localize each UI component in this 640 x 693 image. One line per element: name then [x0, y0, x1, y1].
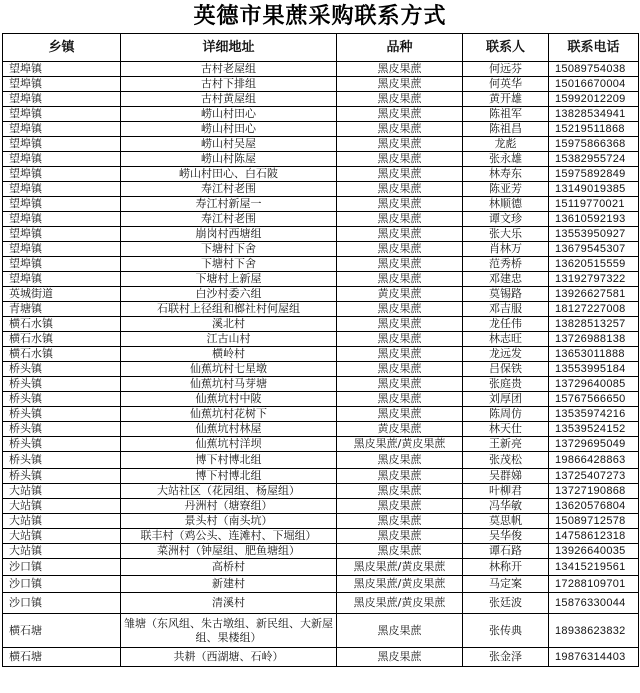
cell-address: 崂山村吴屋 [121, 137, 337, 152]
cell-phone: 14758612318 [549, 529, 639, 544]
cell-phone: 15382955724 [549, 152, 639, 167]
cell-address: 仙蕉坑村林屋 [121, 422, 337, 437]
cell-variety: 黑皮果蔗 [337, 122, 463, 137]
cell-address: 下塘村上新屋 [121, 272, 337, 287]
cell-town: 望埠镇 [3, 227, 121, 242]
cell-phone: 15089712578 [549, 514, 639, 529]
table-row [3, 152, 639, 167]
table-row [3, 377, 639, 392]
cell-variety: 黑皮果蔗 [337, 92, 463, 107]
cell-variety: 黑皮果蔗 [337, 317, 463, 332]
cell-variety: 黑皮果蔗 [337, 544, 463, 559]
cell-contact: 肖林万 [463, 242, 549, 257]
cell-contact: 陈亚芳 [463, 182, 549, 197]
cell-town: 横石水镇 [3, 347, 121, 362]
cell-phone: 13539524152 [549, 422, 639, 437]
cell-phone: 13828534941 [549, 107, 639, 122]
cell-address: 仙蕉坑村马芽塘 [121, 377, 337, 392]
cell-address: 下塘村下舍 [121, 242, 337, 257]
cell-address: 清溪村 [121, 593, 337, 614]
cell-variety: 黄皮果蔗 [337, 287, 463, 302]
cell-variety: 黑皮果蔗 [337, 347, 463, 362]
cell-phone: 13610592193 [549, 212, 639, 227]
cell-town: 横石塘 [3, 648, 121, 667]
cell-town: 青塘镇 [3, 302, 121, 317]
table-row [3, 77, 639, 92]
table-row [3, 648, 639, 667]
cell-phone: 15975892849 [549, 167, 639, 182]
cell-contact: 何英华 [463, 77, 549, 92]
cell-town: 望埠镇 [3, 122, 121, 137]
cell-address: 崂山村田心 [121, 122, 337, 137]
cell-contact: 范秀桥 [463, 257, 549, 272]
table-row [3, 137, 639, 152]
cell-variety: 黑皮果蔗 [337, 648, 463, 667]
cell-contact: 林天仕 [463, 422, 549, 437]
header-contact: 联系人 [463, 34, 549, 62]
cell-address: 仙蕉坑村七星墩 [121, 362, 337, 377]
cell-address: 寿江村新屋一 [121, 197, 337, 212]
cell-address: 寿江村老围 [121, 212, 337, 227]
cell-town: 大站镇 [3, 514, 121, 529]
table-row [3, 407, 639, 422]
cell-variety: 黑皮果蔗 [337, 332, 463, 347]
cell-phone: 13828513257 [549, 317, 639, 332]
cell-town: 桥头镇 [3, 437, 121, 452]
cell-address: 石联村上径组和榔社村何屋组 [121, 302, 337, 317]
table-row [3, 347, 639, 362]
cell-contact: 刘厚团 [463, 392, 549, 407]
cell-contact: 邓吉服 [463, 302, 549, 317]
table-header-row [3, 34, 639, 62]
cell-contact: 冯华敏 [463, 499, 549, 514]
cell-address: 崂山村陈屋 [121, 152, 337, 167]
cell-phone: 13149019385 [549, 182, 639, 197]
cell-variety: 黑皮果蔗 [337, 167, 463, 182]
cell-contact: 谭石路 [463, 544, 549, 559]
table-row [3, 593, 639, 614]
table-row [3, 422, 639, 437]
cell-town: 沙口镇 [3, 576, 121, 593]
cell-variety: 黑皮果蔗 [337, 77, 463, 92]
cell-variety: 黑皮果蔗 [337, 452, 463, 469]
cell-address: 古村老屋组 [121, 62, 337, 77]
cell-contact: 龙彪 [463, 137, 549, 152]
header-variety: 品种 [337, 34, 463, 62]
cell-variety: 黑皮果蔗 [337, 469, 463, 484]
cell-variety: 黑皮果蔗 [337, 182, 463, 197]
cell-phone: 13729695049 [549, 437, 639, 452]
cell-town: 望埠镇 [3, 212, 121, 227]
cell-contact: 陈祖昌 [463, 122, 549, 137]
table-row [3, 62, 639, 77]
cell-town: 望埠镇 [3, 242, 121, 257]
cell-variety: 黑皮果蔗 [337, 499, 463, 514]
cell-contact: 张传典 [463, 614, 549, 648]
cell-phone: 15767566650 [549, 392, 639, 407]
cell-variety: 黑皮果蔗/黄皮果蔗 [337, 559, 463, 576]
table-row [3, 332, 639, 347]
cell-contact: 叶柳君 [463, 484, 549, 499]
cell-address: 仙蕉坑村洋坝 [121, 437, 337, 452]
table-row [3, 197, 639, 212]
cell-phone: 13192797322 [549, 272, 639, 287]
cell-address: 大站社区（花园组、杨屋组） [121, 484, 337, 499]
cell-contact: 谭文珍 [463, 212, 549, 227]
table-row [3, 92, 639, 107]
cell-contact: 吕保铁 [463, 362, 549, 377]
cell-town: 沙口镇 [3, 593, 121, 614]
cell-contact: 张廷波 [463, 593, 549, 614]
table-row [3, 317, 639, 332]
cell-contact: 陈祖军 [463, 107, 549, 122]
cell-contact: 林称开 [463, 559, 549, 576]
cell-variety: 黑皮果蔗 [337, 152, 463, 167]
cell-phone: 13620576804 [549, 499, 639, 514]
cell-town: 桥头镇 [3, 377, 121, 392]
cell-address: 崂山村田心 [121, 107, 337, 122]
table-row [3, 362, 639, 377]
cell-contact: 邓建忠 [463, 272, 549, 287]
cell-town: 望埠镇 [3, 92, 121, 107]
cell-contact: 马定案 [463, 576, 549, 593]
table-row [3, 614, 639, 648]
table-row [3, 302, 639, 317]
cell-contact: 吴群娣 [463, 469, 549, 484]
cell-address: 共耕（西湖塘、石岭） [121, 648, 337, 667]
cell-contact: 林志旺 [463, 332, 549, 347]
cell-address: 博下村博北组 [121, 452, 337, 469]
cell-town: 望埠镇 [3, 62, 121, 77]
cell-address: 横岭村 [121, 347, 337, 362]
document-title: 英德市果蔗采购联系方式 [193, 3, 447, 29]
cell-contact: 黄开雄 [463, 92, 549, 107]
table-row [3, 287, 639, 302]
cell-phone: 13553995184 [549, 362, 639, 377]
cell-town: 大站镇 [3, 484, 121, 499]
cell-variety: 黑皮果蔗 [337, 107, 463, 122]
cell-town: 望埠镇 [3, 152, 121, 167]
cell-variety: 黑皮果蔗 [337, 212, 463, 227]
cell-variety: 黑皮果蔗 [337, 529, 463, 544]
cell-address: 江古山村 [121, 332, 337, 347]
cell-town: 望埠镇 [3, 137, 121, 152]
table-row [3, 559, 639, 576]
header-phone: 联系电话 [549, 34, 639, 62]
cell-town: 桥头镇 [3, 469, 121, 484]
cell-address: 溪北村 [121, 317, 337, 332]
table-body [3, 62, 639, 667]
cell-contact: 莫锡路 [463, 287, 549, 302]
cell-variety: 黑皮果蔗 [337, 62, 463, 77]
cell-town: 望埠镇 [3, 77, 121, 92]
cell-address: 新建村 [121, 576, 337, 593]
cell-address: 崂山村田心、白石陂 [121, 167, 337, 182]
cell-contact: 张茂松 [463, 452, 549, 469]
table-row [3, 212, 639, 227]
cell-town: 大站镇 [3, 544, 121, 559]
cell-contact: 王新亮 [463, 437, 549, 452]
cell-variety: 黑皮果蔗 [337, 137, 463, 152]
cell-phone: 15219511868 [549, 122, 639, 137]
cell-phone: 15016670004 [549, 77, 639, 92]
cell-contact: 吴华俊 [463, 529, 549, 544]
cell-address: 寿江村老围 [121, 182, 337, 197]
cell-variety: 黑皮果蔗/黄皮果蔗 [337, 576, 463, 593]
cell-phone: 13725407273 [549, 469, 639, 484]
cell-contact: 张庭贵 [463, 377, 549, 392]
cell-phone: 13553950927 [549, 227, 639, 242]
cell-contact: 龙远发 [463, 347, 549, 362]
cell-variety: 黑皮果蔗 [337, 407, 463, 422]
cell-contact: 莫思帆 [463, 514, 549, 529]
cell-town: 横石水镇 [3, 317, 121, 332]
cell-variety: 黑皮果蔗 [337, 242, 463, 257]
cell-phone: 13729640085 [549, 377, 639, 392]
cell-contact: 张大乐 [463, 227, 549, 242]
cell-phone: 13926640035 [549, 544, 639, 559]
table-row [3, 484, 639, 499]
cell-phone: 17288109701 [549, 576, 639, 593]
cell-town: 大站镇 [3, 499, 121, 514]
table-row [3, 392, 639, 407]
cell-town: 桥头镇 [3, 422, 121, 437]
cell-variety: 黑皮果蔗 [337, 377, 463, 392]
cell-phone: 13620515559 [549, 257, 639, 272]
cell-address: 古村下排组 [121, 77, 337, 92]
table-row [3, 257, 639, 272]
table-row [3, 514, 639, 529]
cell-phone: 13679545307 [549, 242, 639, 257]
cell-contact: 陈周仿 [463, 407, 549, 422]
cell-variety: 黑皮果蔗 [337, 614, 463, 648]
cell-address: 崩岗村西塘组 [121, 227, 337, 242]
cell-contact: 林寿东 [463, 167, 549, 182]
cell-town: 望埠镇 [3, 257, 121, 272]
cell-address: 古村黄屋组 [121, 92, 337, 107]
cell-phone: 13415219561 [549, 559, 639, 576]
cell-town: 沙口镇 [3, 559, 121, 576]
table-row [3, 469, 639, 484]
cell-address: 菜洲村（钟屋组、肥鱼塘组） [121, 544, 337, 559]
cell-variety: 黑皮果蔗 [337, 362, 463, 377]
cell-phone: 13653011888 [549, 347, 639, 362]
cell-phone: 15992012209 [549, 92, 639, 107]
cell-address: 仙蕉坑村中陂 [121, 392, 337, 407]
table-row [3, 227, 639, 242]
cell-variety: 黑皮果蔗 [337, 197, 463, 212]
cell-variety: 黑皮果蔗/黄皮果蔗 [337, 437, 463, 452]
cell-phone: 15089754038 [549, 62, 639, 77]
cell-address: 丹洲村（塘寮组） [121, 499, 337, 514]
cell-town: 望埠镇 [3, 272, 121, 287]
cell-variety: 黑皮果蔗 [337, 257, 463, 272]
cell-phone: 15119770021 [549, 197, 639, 212]
cell-variety: 黑皮果蔗/黄皮果蔗 [337, 593, 463, 614]
cell-address: 仙蕉坑村花树下 [121, 407, 337, 422]
cell-contact: 何远芬 [463, 62, 549, 77]
table-row [3, 529, 639, 544]
cell-address: 雏塘（东风组、朱古墩组、新民组、大新屋组、果楼组） [121, 614, 337, 648]
cell-address: 博下村博北组 [121, 469, 337, 484]
table-row [3, 452, 639, 469]
cell-phone: 18938623832 [549, 614, 639, 648]
cell-phone: 19876314403 [549, 648, 639, 667]
cell-town: 望埠镇 [3, 167, 121, 182]
cell-variety: 黑皮果蔗 [337, 392, 463, 407]
cell-town: 大站镇 [3, 529, 121, 544]
cell-address: 景头村（南头坑） [121, 514, 337, 529]
cell-phone: 13535974216 [549, 407, 639, 422]
table-row [3, 272, 639, 287]
cell-phone: 15975866368 [549, 137, 639, 152]
cell-town: 望埠镇 [3, 107, 121, 122]
table-row [3, 182, 639, 197]
cell-town: 英城街道 [3, 287, 121, 302]
cell-phone: 13726988138 [549, 332, 639, 347]
cell-address: 联丰村（鸡公头、连滩村、下堀组） [121, 529, 337, 544]
contact-table [2, 33, 639, 667]
cell-variety: 黑皮果蔗 [337, 484, 463, 499]
cell-phone: 18127227008 [549, 302, 639, 317]
table-row [3, 576, 639, 593]
cell-phone: 15876330044 [549, 593, 639, 614]
cell-variety: 黑皮果蔗 [337, 514, 463, 529]
cell-address: 白沙村委六组 [121, 287, 337, 302]
table-row [3, 499, 639, 514]
cell-phone: 13926627581 [549, 287, 639, 302]
cell-phone: 13727190868 [549, 484, 639, 499]
cell-contact: 张永雄 [463, 152, 549, 167]
table-row [3, 242, 639, 257]
header-town: 乡镇 [3, 34, 121, 62]
cell-address: 高桥村 [121, 559, 337, 576]
cell-contact: 龙任伟 [463, 317, 549, 332]
cell-town: 横石水镇 [3, 332, 121, 347]
table-row [3, 107, 639, 122]
cell-contact: 林顺德 [463, 197, 549, 212]
cell-address: 下塘村下舍 [121, 257, 337, 272]
cell-town: 桥头镇 [3, 362, 121, 377]
table-row [3, 437, 639, 452]
cell-town: 桥头镇 [3, 407, 121, 422]
table-row [3, 167, 639, 182]
cell-variety: 黑皮果蔗 [337, 227, 463, 242]
header-address: 详细地址 [121, 34, 337, 62]
cell-contact: 张金泽 [463, 648, 549, 667]
cell-town: 横石塘 [3, 614, 121, 648]
cell-town: 桥头镇 [3, 392, 121, 407]
cell-variety: 黑皮果蔗 [337, 302, 463, 317]
cell-variety: 黑皮果蔗 [337, 272, 463, 287]
cell-town: 望埠镇 [3, 197, 121, 212]
cell-phone: 19866428863 [549, 452, 639, 469]
table-row [3, 122, 639, 137]
table-row [3, 544, 639, 559]
cell-town: 桥头镇 [3, 452, 121, 469]
cell-variety: 黄皮果蔗 [337, 422, 463, 437]
cell-town: 望埠镇 [3, 182, 121, 197]
